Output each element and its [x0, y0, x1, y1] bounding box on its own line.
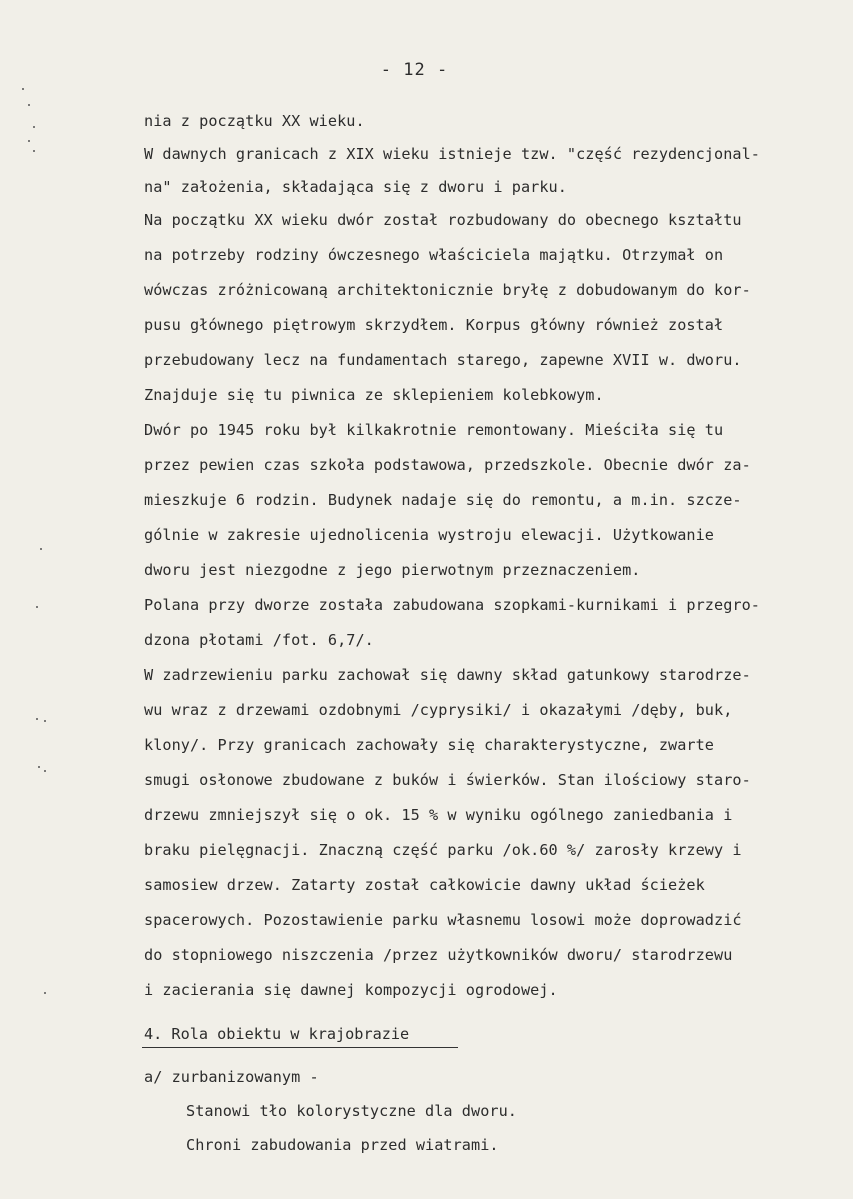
text-line: klony/. Przy granicach zachowały się charakterystyczne, zwarte — [144, 736, 715, 754]
text-line: Chroni zabudowania przed wiatrami. — [186, 1136, 499, 1154]
margin-dot — [33, 150, 35, 152]
text-line: Na początku XX wieku dwór został rozbudowany do obecnego kształtu — [144, 211, 742, 229]
text-line: braku pielęgnacji. Znaczną część parku /ok.60 %/ zarosły krzewy i — [144, 841, 742, 859]
margin-dot — [44, 992, 46, 994]
heading-underline — [142, 1047, 458, 1048]
margin-dot — [36, 718, 38, 720]
subsection-label: a/ zurbanizowanym - — [144, 1068, 319, 1086]
text-line: i zacierania się dawnej kompozycji ogrodowej. — [144, 981, 558, 999]
text-line: wu wraz z drzewami ozdobnymi /cyprysiki/ i okazałymi /dęby, buk, — [144, 701, 733, 719]
text-line: samosiew drzew. Zatarty został całkowicie dawny układ ścieżek — [144, 876, 705, 894]
margin-dot — [22, 88, 24, 90]
text-line: gólnie w zakresie ujednolicenia wystroju elewacji. Użytkowanie — [144, 526, 715, 544]
text-line: nia z początku XX wieku. — [144, 112, 365, 130]
margin-dot — [36, 606, 38, 608]
text-line: W zadrzewieniu parku zachował się dawny skład gatunkowy starodrze- — [144, 666, 751, 684]
text-line: na potrzeby rodziny ówczesnego właściciela majątku. Otrzymał on — [144, 246, 724, 264]
margin-dot — [44, 770, 46, 772]
text-line: Stanowi tło kolorystyczne dla dworu. — [186, 1102, 517, 1120]
text-line: Polana przy dworze została zabudowana szopkami-kurnikami i przegro- — [144, 596, 760, 614]
text-line: pusu głównego piętrowym skrzydłem. Korpus główny również został — [144, 316, 724, 334]
text-line: Dwór po 1945 roku był kilkakrotnie remontowany. Mieściła się tu — [144, 421, 724, 439]
text-line: dzona płotami /fot. 6,7/. — [144, 631, 374, 649]
text-line: mieszkuje 6 rodzin. Budynek nadaje się do remontu, a m.in. szcze- — [144, 491, 742, 509]
section-heading: 4. Rola obiektu w krajobrazie — [144, 1025, 410, 1043]
page-number: - 12 - — [380, 60, 449, 80]
text-line: W dawnych granicach z XIX wieku istnieje tzw. "część rezydencjonal- — [144, 145, 760, 163]
text-line: przebudowany lecz na fundamentach starego, zapewne XVII w. dworu. — [144, 351, 742, 369]
margin-dot — [28, 104, 30, 106]
text-line: przez pewien czas szkoła podstawowa, przedszkole. Obecnie dwór za- — [144, 456, 751, 474]
text-line: Znajduje się tu piwnica ze sklepieniem kolebkowym. — [144, 386, 604, 404]
margin-dot — [40, 548, 42, 550]
text-line: do stopniowego niszczenia /przez użytkowników dworu/ starodrzewu — [144, 946, 733, 964]
text-line: spacerowych. Pozostawienie parku własnemu losowi może doprowadzić — [144, 911, 742, 929]
text-line: wówczas zróżnicowaną architektonicznie bryłę z dobudowanym do kor- — [144, 281, 751, 299]
margin-dot — [44, 720, 46, 722]
text-line: drzewu zmniejszył się o ok. 15 % w wyniku ogólnego zaniedbania i — [144, 806, 733, 824]
text-line: na" założenia, składająca się z dworu i parku. — [144, 178, 567, 196]
text-line: smugi osłonowe zbudowane z buków i świerków. Stan ilościowy staro- — [144, 771, 751, 789]
margin-dot — [33, 126, 35, 128]
margin-dot — [28, 140, 30, 142]
margin-dot — [38, 766, 40, 768]
text-line: dworu jest niezgodne z jego pierwotnym przeznaczeniem. — [144, 561, 641, 579]
